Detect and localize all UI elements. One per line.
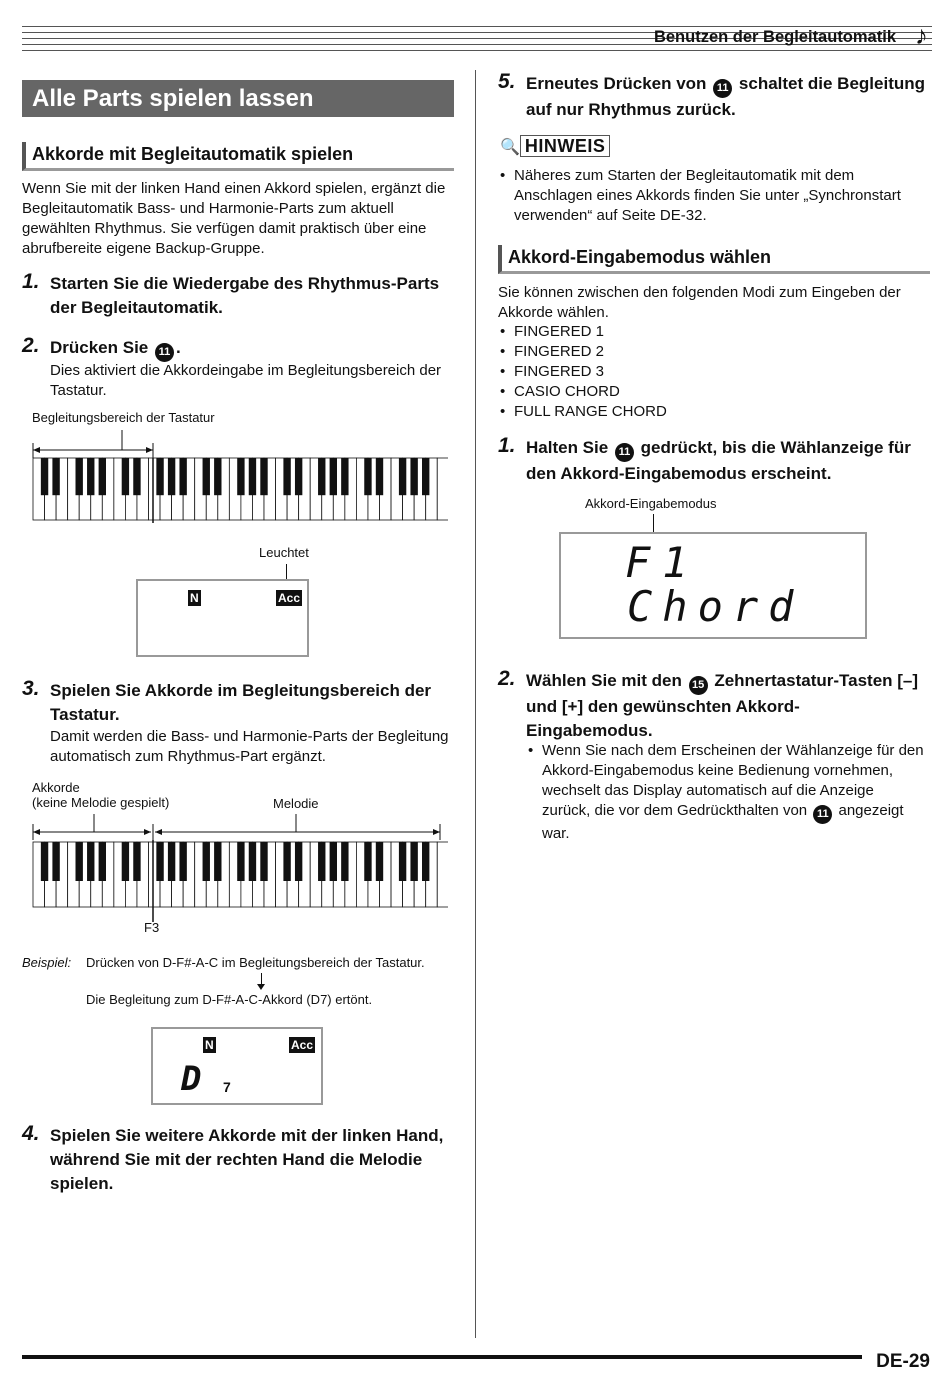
chord-root-display: D [181,1059,202,1099]
black-key [52,842,59,881]
black-key [283,842,290,881]
button-11-icon: 11 [155,343,174,362]
black-key [99,458,106,495]
black-key [399,842,406,881]
button-11-icon: 11 [813,805,832,824]
kb2-chords-sublabel: (keine Melodie gespielt) [32,795,170,810]
button-11-icon: 11 [615,443,634,462]
hinweis-item: • Näheres zum Starten der Begleitautomatik mit dem Anschlagen eines Akkords finden Sie unter „Synchronstart verwenden“ auf Seite DE-32. [498,166,930,226]
keyboard-1-keys [33,458,448,520]
black-key [156,458,163,495]
black-key [214,842,221,881]
black-key [249,842,256,881]
black-key [133,842,140,881]
n-indicator: N [190,591,199,605]
left-intro: Wenn Sie mit der linken Hand einen Akkord spielen, ergänzt die Begleitautomatik Bass- und Harmonie-Parts zum aktuell gewählten Rhythmus. Sie verfügen damit praktisch über eine abrufbereite eigene Backup-Gruppe. [22,180,446,257]
black-key [87,842,94,881]
black-key [203,458,210,495]
magnifier-icon: 🔍 [500,139,520,156]
acc-indicator: Acc [291,1038,314,1052]
right-subheading: Akkord-Eingabemodus wählen [498,245,930,274]
arrow-down-icon [257,984,265,990]
right-step-2-text: Wählen Sie mit den 15 Zehnertastatur-Tasten [–] und [+] den gewünschten Akkord-Eingabemodus. [526,671,919,740]
black-key [179,458,186,495]
black-key [341,842,348,881]
column-divider [475,70,476,1338]
right-step-1-text: Halten Sie 11 gedrückt, bis die Wählanzeige für den Akkord-Eingabemodus erscheint. [526,438,911,483]
black-key [364,458,371,495]
black-key [249,458,256,495]
black-key [295,458,302,495]
mode-item: • FULL RANGE CHORD [498,402,667,422]
mode-display-line-2: Chord [627,582,804,631]
kb2-melody-label: Melodie [273,796,319,811]
section-banner: Alle Parts spielen lassen [22,80,454,117]
black-key [330,458,337,495]
black-key [283,458,290,495]
black-key [376,842,383,881]
lcd-3-label: Akkord-Eingabemodus [585,496,717,511]
black-key [203,842,210,881]
step-2-number: 2. [22,334,40,357]
lcd-3 [559,532,867,639]
music-note-icon: ♪ [915,20,928,50]
callout-line [653,514,654,534]
step-3-desc: Damit werden die Bass- und Harmonie-Parts der Begleitung automatisch zum Rhythmus-Part ergänzt. [50,728,449,765]
black-key [41,842,48,881]
black-key [214,458,221,495]
step-2-desc: Dies aktiviert die Akkordeingabe im Begleitungsbereich der Tastatur. [50,362,442,399]
right-step-2-number: 2. [498,667,516,690]
mode-display-line-1: F1 [625,538,700,587]
black-key [364,842,371,881]
black-key [295,842,302,881]
right-intro: Sie können zwischen den folgenden Modi zum Eingeben der Akkorde wählen. [498,284,901,321]
black-key [168,842,175,881]
chord-type-display: 7 [223,1079,231,1095]
button-11-icon: 11 [713,79,732,98]
black-key [122,458,129,495]
step-1-text: Starten Sie die Wiedergabe des Rhythmus-Parts der Begleitautomatik. [50,274,440,317]
black-key [318,458,325,495]
left-subheading: Akkorde mit Begleitautomatik spielen [22,142,454,171]
black-key [52,458,59,495]
black-key [376,458,383,495]
black-key [122,842,129,881]
black-key [237,458,244,495]
hinweis-heading: 🔍 HINWEIS [500,136,610,157]
step-2-text: Drücken Sie 11 . [50,336,181,362]
step-1-number: 1. [22,270,40,293]
black-key [99,842,106,881]
step-5-text: Erneutes Drücken von 11 schaltet die Begleitung auf nur Rhythmus zurück. [526,74,926,119]
keyboard-1-label: Begleitungsbereich der Tastatur [32,410,215,425]
black-key [168,458,175,495]
step-4-text: Spielen Sie weitere Akkorde mit der linken Hand, während Sie mit der rechten Hand die Melodie spielen. [50,1126,444,1193]
black-key [410,458,417,495]
black-key [133,458,140,495]
keyboard-2-keys [33,842,448,907]
black-key [341,458,348,495]
black-key [237,842,244,881]
black-key [76,842,83,881]
white-key [437,458,448,520]
split-point-label: F3 [144,920,160,935]
footer-rule [22,1355,862,1359]
black-key [422,458,429,495]
mode-item: • FINGERED 3 [498,362,667,382]
keyboard-2-diagram [28,812,448,924]
page-number: DE-29 [876,1351,930,1372]
black-key [76,458,83,495]
black-key [260,458,267,495]
black-key [260,842,267,881]
black-key [87,458,94,495]
mode-item: • FINGERED 1 [498,322,667,342]
acc-indicator: Acc [278,591,301,605]
black-key [318,842,325,881]
example-label: Beispiel: [22,955,72,970]
header-title: Benutzen der Begleitautomatik [653,28,896,46]
step-4-number: 4. [22,1122,40,1145]
black-key [179,842,186,881]
black-key [330,842,337,881]
lcd-2 [151,1027,323,1105]
example-line-1: Drücken von D-F#-A-C im Begleitungsbereich der Tastatur. [86,955,425,970]
black-key [156,842,163,881]
hinweis-list [498,166,930,226]
keyboard-1-diagram [28,428,448,528]
white-key [437,842,448,907]
mode-list [498,322,667,422]
right-step-1-number: 1. [498,434,516,457]
black-key [410,842,417,881]
step-5-number: 5. [498,70,516,93]
black-key [399,458,406,495]
button-15-icon: 15 [689,676,708,695]
kb2-chords-label: Akkorde [32,780,80,795]
mode-item: • CASIO CHORD [498,382,667,402]
step-2-bullets [526,741,926,844]
step-3-number: 3. [22,677,40,700]
step-3-text: Spielen Sie Akkorde im Begleitungsbereich der Tastatur. [50,681,432,724]
lcd-1 [136,579,309,657]
step-2-bullet: • Wenn Sie nach dem Erscheinen der Wählanzeige für den Akkord-Eingabemodus keine Bedienung vornehmen, wechselt das Display automatisch auf die Anzeige zurück, die vor dem Gedrückthalten von 11 angezeigt war. [526,741,926,844]
n-indicator: N [205,1038,214,1052]
lcd-1-callout: Leuchtet [259,545,309,560]
black-key [422,842,429,881]
example-line-2: Die Begleitung zum D-F#-A-C-Akkord (D7) ertönt. [86,992,373,1007]
black-key [41,458,48,495]
mode-item: • FINGERED 2 [498,342,667,362]
